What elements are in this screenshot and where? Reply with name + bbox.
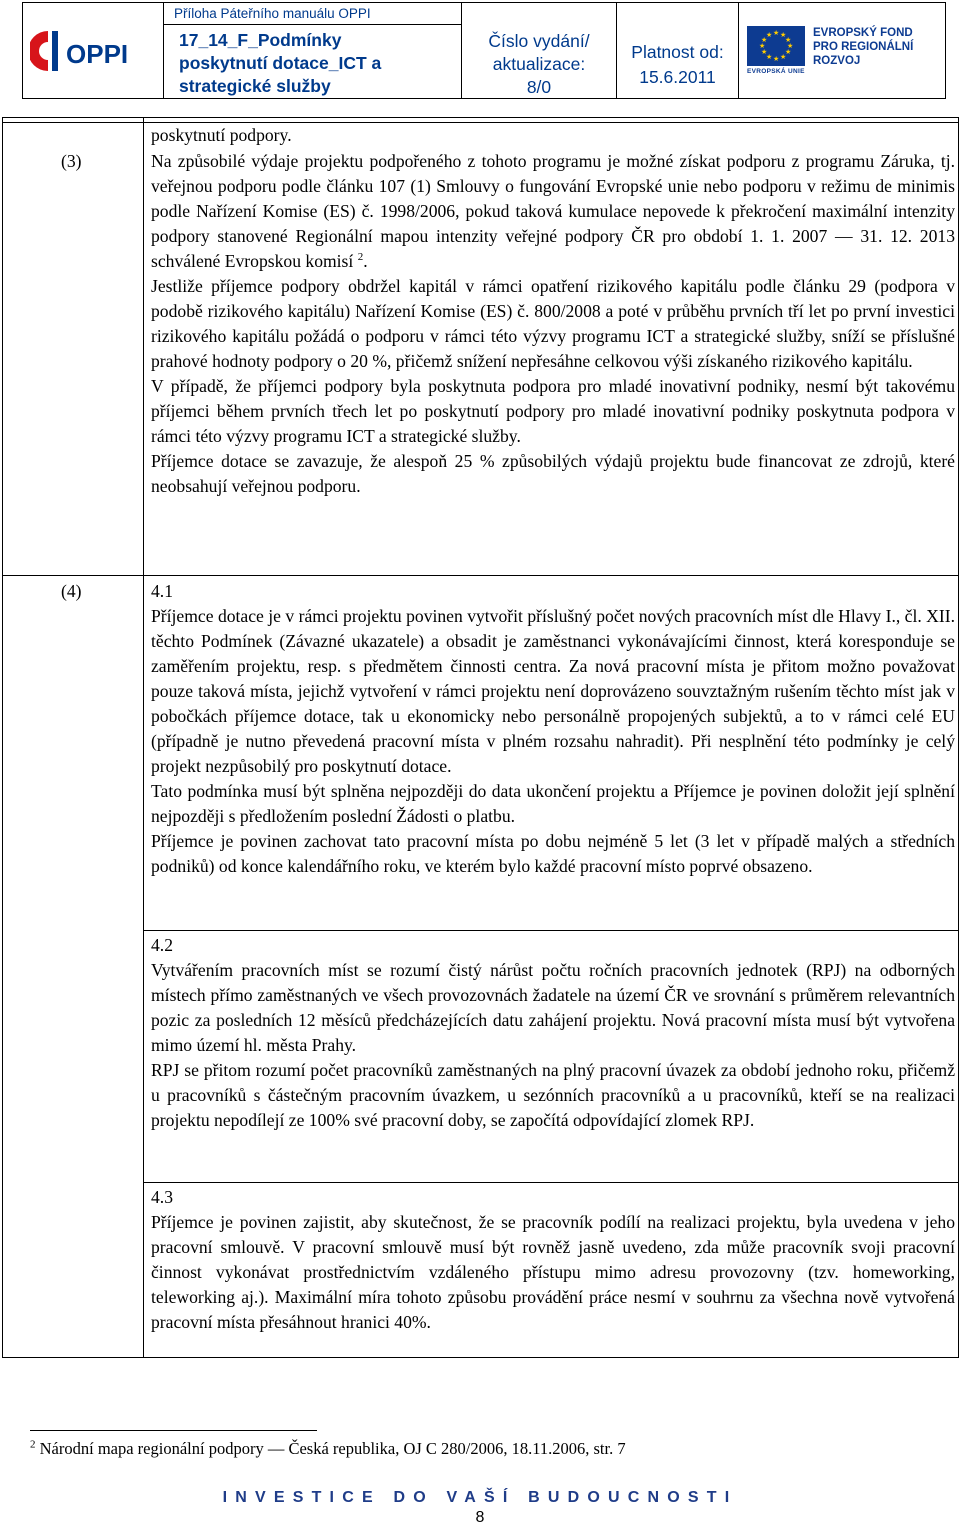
paragraph: Vytvářením pracovních míst se rozumí čistý nárůst počtu ročních pracovních jednotek (RPJ) na odborných místech přímo zaměstnaných ve všech provozovnách žadatele na území ČR ve srovnání s průměrem relevantních pozic za posledních 12 měsíců předcházejících datu zahájení projektu. Nová pracovní místa musí být vytvořena mimo území hl. města Prahy. — [151, 960, 955, 1055]
paragraph: Příjemce dotace se zavazuje, že alespoň 25 % způsobilých výdajů projektu bude financovat ze zdrojů, které neobsahují veřejnou podporu. — [151, 451, 955, 496]
paragraph: Příjemce dotace je v rámci projektu povinen vytvořit příslušný počet nových pracovních míst dle Hlavy I., čl. XII. těchto Podmínek (Závazné ukazatele) a obsadit je zaměstnanci vykonávajícími činnost, která koresponduje se zaměřením projektu, resp. s předmětem činnosti centra. Za nová pracovní místa je přitom možno považovat pouze taková místa, jejichž vytvoření v rámci projektu není doprovázeno souvztažným rušením těchto míst jak v pobočkách příjemce dotace, tak u ekonomicky nebo personálně propojených subjektů, a to v rámci celé EU (případně je nutno převedená pracovní místa v plném rozsahu nahradit). Při nesplnění této podmínky je celý projekt nezpůsobilý pro poskytnutí dotace. — [151, 606, 955, 776]
row-1-text: poskytnutí podpory. — [151, 125, 292, 145]
erdf-label — [813, 26, 913, 68]
footnote — [30, 1438, 626, 1460]
paragraph: V případě, že příjemci podpory byla poskytnuta podpora pro mladé inovativní podniky, nesmí být takovému příjemci během prvních třech let po poskytnutí podpory pro mladé inovativní podniky poskytnuta podpora v rámci této výzvy programu ICT a strategické služby. — [151, 376, 955, 446]
issue-cell — [462, 3, 617, 98]
issue-label-line: aktualizace: — [492, 54, 586, 74]
paragraph: Tato podmínka musí být splněna nejpozději do data ukončení projektu a Příjemce je povinen doložit její splnění nejpozději s předložením poslední Žádosti o platbu. — [151, 781, 955, 826]
eu-emblem — [747, 26, 805, 75]
footnote-text: Národní mapa regionální podpory — Česká republika, OJ C 280/2006, 18.11.2006, str. 7 — [39, 1439, 626, 1458]
footer-motto: INVESTICE DO VAŠÍ BUDOUCNOSTI — [222, 1489, 738, 1506]
column-divider — [143, 118, 144, 1357]
paragraph-end: . — [363, 251, 368, 271]
oppi-logo — [23, 3, 164, 98]
erdf-label-line: PRO REGIONÁLNÍ — [813, 40, 914, 53]
section-title: 4.1 — [151, 581, 173, 601]
paragraph-text: Na způsobilé výdaje projektu podpořeného z tohoto programu je možné získat podporu z programu Záruka, tj. veřejnou podporu podle článku 107 (1) Smlouvy o fungování Evropské unie nebo podporu v režimu de minimis podle Nařízení Komise (ES) č. 1998/2006, pokud taková kumulace nepovede k překročení maximální intenzity podpory stanovené Regionální mapou intenzity veřejné podpory ČR pro období 1. 1. 2007 — 31. 12. 2013 schválené Evropskou komisí — [151, 151, 955, 271]
validity-label: Platnost od: — [631, 42, 724, 62]
row-4-number: (4) — [61, 581, 82, 601]
paragraph: Příjemce je povinen zachovat tato pracovní místa po dobu nejméně 5 let (3 let v případě malých a středních podniků) od konce kalendářního roku, ve kterém bylo každé pracovní místo poprvé obsazeno. — [151, 831, 955, 876]
eu-logo-cell — [739, 3, 945, 98]
oppi-logo-text: OPPI — [66, 38, 129, 69]
annex-label: Příloha Páteřního manuálu OPPI — [164, 3, 461, 25]
page-number: 8 — [475, 1509, 485, 1526]
section-title: 4.3 — [151, 1187, 173, 1207]
validity-value: 15.6.2011 — [639, 67, 716, 87]
issue-label-line: Číslo vydání/ — [488, 31, 590, 51]
section-4-2 — [151, 933, 955, 1133]
document-name — [164, 25, 461, 98]
erdf-label-line: ROZVOJ — [813, 54, 861, 67]
row-3-text — [151, 149, 955, 499]
row-divider — [143, 930, 958, 931]
document-name-line: 17_14_F_Podmínky — [179, 30, 342, 50]
section-4-3 — [151, 1185, 955, 1335]
paragraph: Příjemce je povinen zajistit, aby skutečnost, že se pracovník podílí na realizaci projektu, byla uvedena v jeho pracovní smlouvě. V pracovní smlouvě musí být rovněž jasně uvedeno, zda může pracovník svoji pracovní činnost vykonávat prostřednictvím vzdáleného přístupu mimo adresu provozovny (tzv. homeworking, teleworking aj.). Maximální míra tohoto způsobu provádění práce nesmí v souhrnu za všechna nově vytvořená pracovní místa přesáhnout hranici 40%. — [151, 1212, 955, 1332]
row-3-number: (3) — [61, 151, 82, 171]
footnote-number: 2 — [30, 1438, 36, 1451]
footnote-separator — [30, 1430, 317, 1431]
section-4-1 — [151, 579, 955, 879]
conditions-table — [2, 117, 959, 1358]
document-name-line: strategické služby — [179, 76, 331, 96]
row-divider — [143, 1182, 958, 1183]
issue-value: 8/0 — [526, 77, 552, 97]
paragraph — [151, 149, 955, 274]
erdf-label-line: EVROPSKÝ FOND — [813, 26, 913, 39]
document-title-cell — [164, 3, 462, 98]
page-header — [22, 2, 946, 99]
row-divider — [3, 575, 958, 576]
paragraph: RPJ se přitom rozumí počet pracovníků zaměstnaných na plný pracovní úvazek za období jednoho roku, přičemž u pracovníků s částečným pracovním úvazkem, u sezónních pracovníků a u pracovníků, kteří se na realizaci projektu nepodílejí ze 100% své pracovní doby, se započítá odpovídající zlomek RPJ. — [151, 1060, 955, 1130]
eu-caption: EVROPSKÁ UNIE — [747, 68, 805, 75]
document-name-line: poskytnutí dotace_ICT a — [179, 53, 382, 73]
oppi-logo-mark-icon — [30, 25, 156, 77]
section-title: 4.2 — [151, 935, 173, 955]
validity-cell — [617, 3, 739, 98]
paragraph: Jestliže příjemce podpory obdržel kapitál v rámci opatření rizikového kapitálu podle článku 29 (podpora v podobě rizikového kapitálu) Nařízení Komise (ES) č. 800/2008 a poté v průběhu prvních tří let po první investici rizikového kapitálu požádá o podporu v rámci této výzvy programu ICT a strategické služby, sníží se příslušné prahové hodnoty podpory o 20 %, přičemž snížení nepřesáhne celkovou výši získaného rizikového kapitálu. — [151, 276, 955, 371]
footnote-ref: 2 — [357, 251, 364, 264]
eu-flag-icon: ★ ★ ★ ★ ★ ★ ★ ★ ★ ★ ★ ★ — [747, 26, 805, 66]
